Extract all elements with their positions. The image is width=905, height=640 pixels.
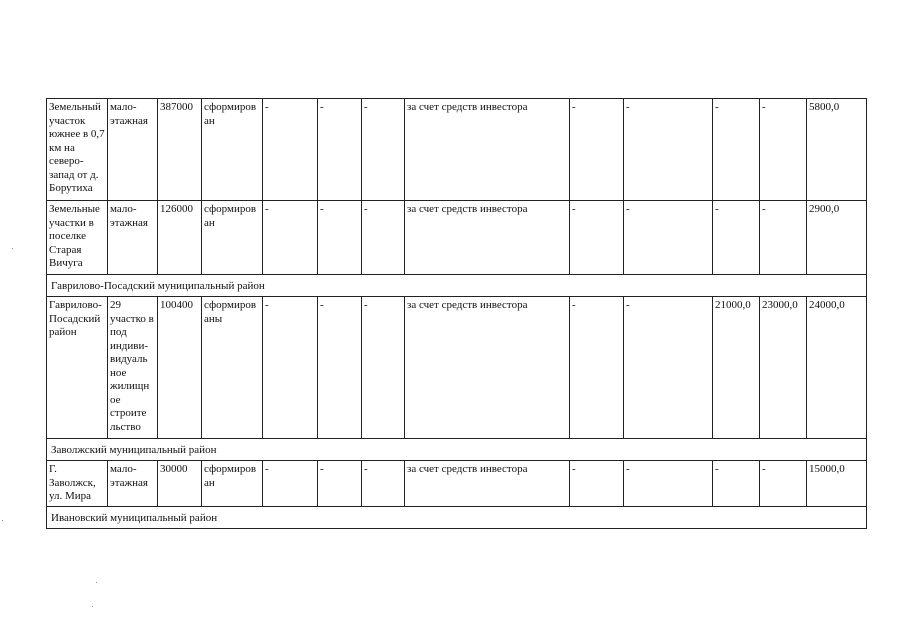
table-cell: -	[318, 297, 362, 439]
value-cell: 5800,0	[807, 99, 867, 201]
value-cell: 2900,0	[807, 201, 867, 275]
table-cell: -	[760, 99, 807, 201]
status-cell: сформиров ан	[202, 461, 263, 507]
table-cell: -	[713, 201, 760, 275]
table-cell: -	[318, 99, 362, 201]
table-cell: -	[263, 297, 318, 439]
area-cell: 30000	[158, 461, 202, 507]
section-heading: Ивановский муниципальный район	[47, 507, 867, 529]
table-cell: -	[318, 201, 362, 275]
table-cell: -	[713, 99, 760, 201]
status-cell: сформиров аны	[202, 297, 263, 439]
table-cell: -	[570, 461, 624, 507]
table-cell: -	[263, 461, 318, 507]
section-heading: Заволжский муниципальный район	[47, 439, 867, 461]
table-row	[47, 297, 867, 439]
location-cell: Земельный участок южнее в 0,7 км на северо-запад от д. Борутиха	[47, 99, 108, 201]
table-cell: -	[362, 461, 405, 507]
development-type-cell: 29 участко в под индиви-видуаль ное жилищн ое строите льство	[108, 297, 158, 439]
table-cell: -	[570, 201, 624, 275]
table-cell: -	[624, 201, 713, 275]
value-cell: 23000,0	[760, 297, 807, 439]
table-cell: -	[624, 461, 713, 507]
table-row	[47, 99, 867, 201]
financing-source-cell: за счет средств инвестора	[405, 297, 570, 439]
value-cell: 15000,0	[807, 461, 867, 507]
area-cell: 126000	[158, 201, 202, 275]
table-cell: -	[362, 99, 405, 201]
table-cell: -	[760, 461, 807, 507]
location-cell: Г. Заволжск, ул. Мира	[47, 461, 108, 507]
table-cell: -	[570, 99, 624, 201]
status-cell: сформиров ан	[202, 99, 263, 201]
table-cell: -	[362, 201, 405, 275]
scan-speck	[12, 248, 13, 249]
value-cell: 21000,0	[713, 297, 760, 439]
table-cell: -	[624, 99, 713, 201]
development-type-cell: мало-этажная	[108, 461, 158, 507]
value-cell: 24000,0	[807, 297, 867, 439]
section-row	[47, 439, 867, 461]
table-cell: -	[318, 461, 362, 507]
section-row	[47, 275, 867, 297]
table-cell: -	[624, 297, 713, 439]
table-cell: -	[760, 201, 807, 275]
area-cell: 100400	[158, 297, 202, 439]
financing-source-cell: за счет средств инвестора	[405, 99, 570, 201]
status-cell: сформиров ан	[202, 201, 263, 275]
table-cell: -	[713, 461, 760, 507]
section-row	[47, 507, 867, 529]
financing-source-cell: за счет средств инвестора	[405, 461, 570, 507]
table-cell: -	[362, 297, 405, 439]
table-cell: -	[263, 99, 318, 201]
table-row	[47, 201, 867, 275]
financing-source-cell: за счет средств инвестора	[405, 201, 570, 275]
table-cell: -	[570, 297, 624, 439]
scan-speck	[2, 520, 3, 521]
location-cell: Земельные участки в поселке Старая Вичуга	[47, 201, 108, 275]
development-type-cell: мало-этажная	[108, 99, 158, 201]
table-row	[47, 461, 867, 507]
area-cell: 387000	[158, 99, 202, 201]
land-plots-table	[46, 98, 867, 529]
location-cell: Гаврилово-Посадский район	[47, 297, 108, 439]
development-type-cell: мало-этажная	[108, 201, 158, 275]
section-heading: Гаврилово-Посадский муниципальный район	[47, 275, 867, 297]
scan-speck	[96, 582, 97, 583]
scan-speck	[92, 606, 93, 607]
table-cell: -	[263, 201, 318, 275]
